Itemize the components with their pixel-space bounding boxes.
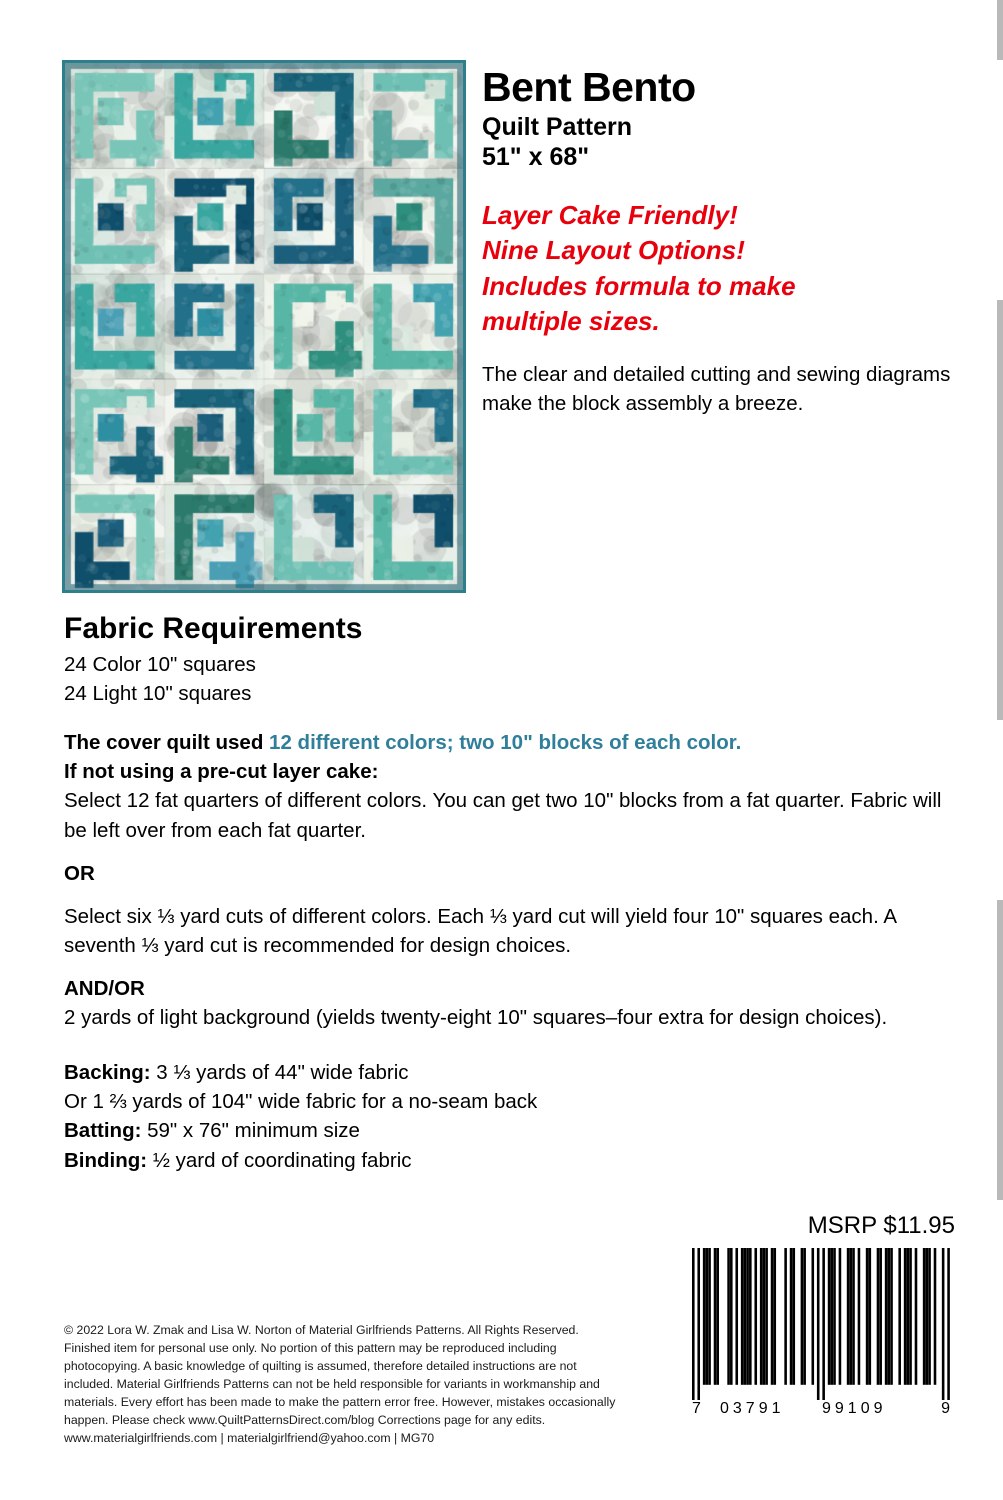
cover-quilt-accent: 12 different colors; two 10" blocks of each color. bbox=[269, 731, 742, 755]
binding-line bbox=[64, 1146, 954, 1175]
promo-line-4: multiple sizes. bbox=[482, 306, 660, 337]
footer-line-1: © 2022 Lora W. Zmak and Lisa W. Norton of Material Girlfriends Patterns. All Rights Reserved. bbox=[64, 1323, 579, 1337]
promo-line-3: Includes formula to make bbox=[482, 270, 796, 301]
quilt-cover-image bbox=[62, 60, 466, 593]
quilt-canvas bbox=[65, 63, 463, 590]
footer-line-7: www.materialgirlfriends.com | materialgirlfriend@yahoo.com | MG70 bbox=[64, 1430, 435, 1445]
backing-value: 3 ⅓ yards of 44" wide fabric bbox=[150, 1061, 409, 1085]
barcode-lead-digit: 7 bbox=[692, 1400, 701, 1417]
quilt-dimensions: 51" x 68" bbox=[482, 142, 590, 171]
edge-mark-mid bbox=[997, 300, 1003, 720]
fabric-requirements-heading: Fabric Requirements bbox=[64, 612, 363, 645]
background-paragraph: 2 yards of light background (yields twenty-eight 10" squares–four extra for design choices). bbox=[64, 1006, 888, 1030]
backing-alt-line: Or 1 ⅔ yards of 104" wide fabric for a no-seam back bbox=[64, 1090, 538, 1114]
barcode-check-digit: 9 bbox=[941, 1400, 950, 1417]
barcode-group-2: 99109 bbox=[822, 1400, 887, 1417]
description-blurb: The clear and detailed cutting and sewing diagrams make the block assembly a breeze. bbox=[482, 363, 951, 415]
header-column bbox=[482, 66, 962, 418]
third-yard-paragraph: Select six ⅓ yard cuts of different colors. Each ⅓ yard cut will yield four 10" squares each. A seventh ⅓ yard cut is recommended for design choices. bbox=[64, 904, 896, 957]
footer-line-2: Finished item for personal use only. No portion of this pattern may be reproduced including bbox=[64, 1340, 557, 1355]
or-label: OR bbox=[64, 861, 95, 885]
barcode-group-1: 03791 bbox=[720, 1400, 785, 1417]
fabric-light-squares: 24 Light 10" squares bbox=[64, 682, 252, 706]
fabric-color-squares: 24 Color 10" squares bbox=[64, 653, 256, 676]
edge-mark-top bbox=[997, 0, 1003, 60]
promo-line-1: Layer Cake Friendly! bbox=[482, 200, 738, 231]
cover-quilt-prefix: The cover quilt used bbox=[64, 731, 270, 755]
backing-line bbox=[64, 1058, 954, 1087]
batting-value: 59" x 76" minimum size bbox=[141, 1119, 360, 1143]
fabric-requirements-section bbox=[64, 612, 954, 1175]
and-or-label: AND/OR bbox=[64, 976, 145, 1000]
fat-quarter-paragraph: Select 12 fat quarters of different colors. You can get two 10" blocks from a fat quarter. Fabric will be left over from each fat quarter. bbox=[64, 789, 942, 842]
barcode-digits bbox=[692, 1400, 950, 1424]
footer-line-4: included. Material Girlfriends Patterns can not be held responsible for variants in workmanship and bbox=[64, 1376, 600, 1391]
not-precut-line: If not using a pre-cut layer cake: bbox=[64, 760, 379, 784]
page-subtitle: Quilt Pattern bbox=[482, 113, 633, 142]
edge-mark-bottom bbox=[997, 900, 1003, 1200]
binding-label: Binding: bbox=[64, 1148, 148, 1172]
footer-line-3: photocopying. A basic knowledge of quilting is assumed, therefore detailed instructions are not bbox=[64, 1358, 577, 1373]
footer-line-6: happen. Please check www.QuiltPatternsDirect.com/blog Corrections page for any edits. bbox=[64, 1412, 546, 1427]
footer-line-5: materials. Every effort has been made to make the pattern error free. However, mistakes occasionally bbox=[64, 1394, 616, 1409]
copyright-footer bbox=[64, 1322, 664, 1448]
barcode-bars bbox=[692, 1248, 950, 1400]
batting-label: Batting: bbox=[64, 1119, 142, 1143]
backing-label: Backing: bbox=[64, 1061, 151, 1085]
cover-quilt-line bbox=[64, 728, 954, 757]
promo-block bbox=[482, 198, 962, 339]
promo-line-2: Nine Layout Options! bbox=[482, 235, 745, 266]
binding-value: ½ yard of coordinating fabric bbox=[147, 1148, 412, 1172]
barcode bbox=[692, 1248, 950, 1428]
batting-line bbox=[64, 1116, 954, 1145]
page-title: Bent Bento bbox=[482, 64, 696, 110]
msrp-price: MSRP $11.95 bbox=[807, 1212, 955, 1239]
